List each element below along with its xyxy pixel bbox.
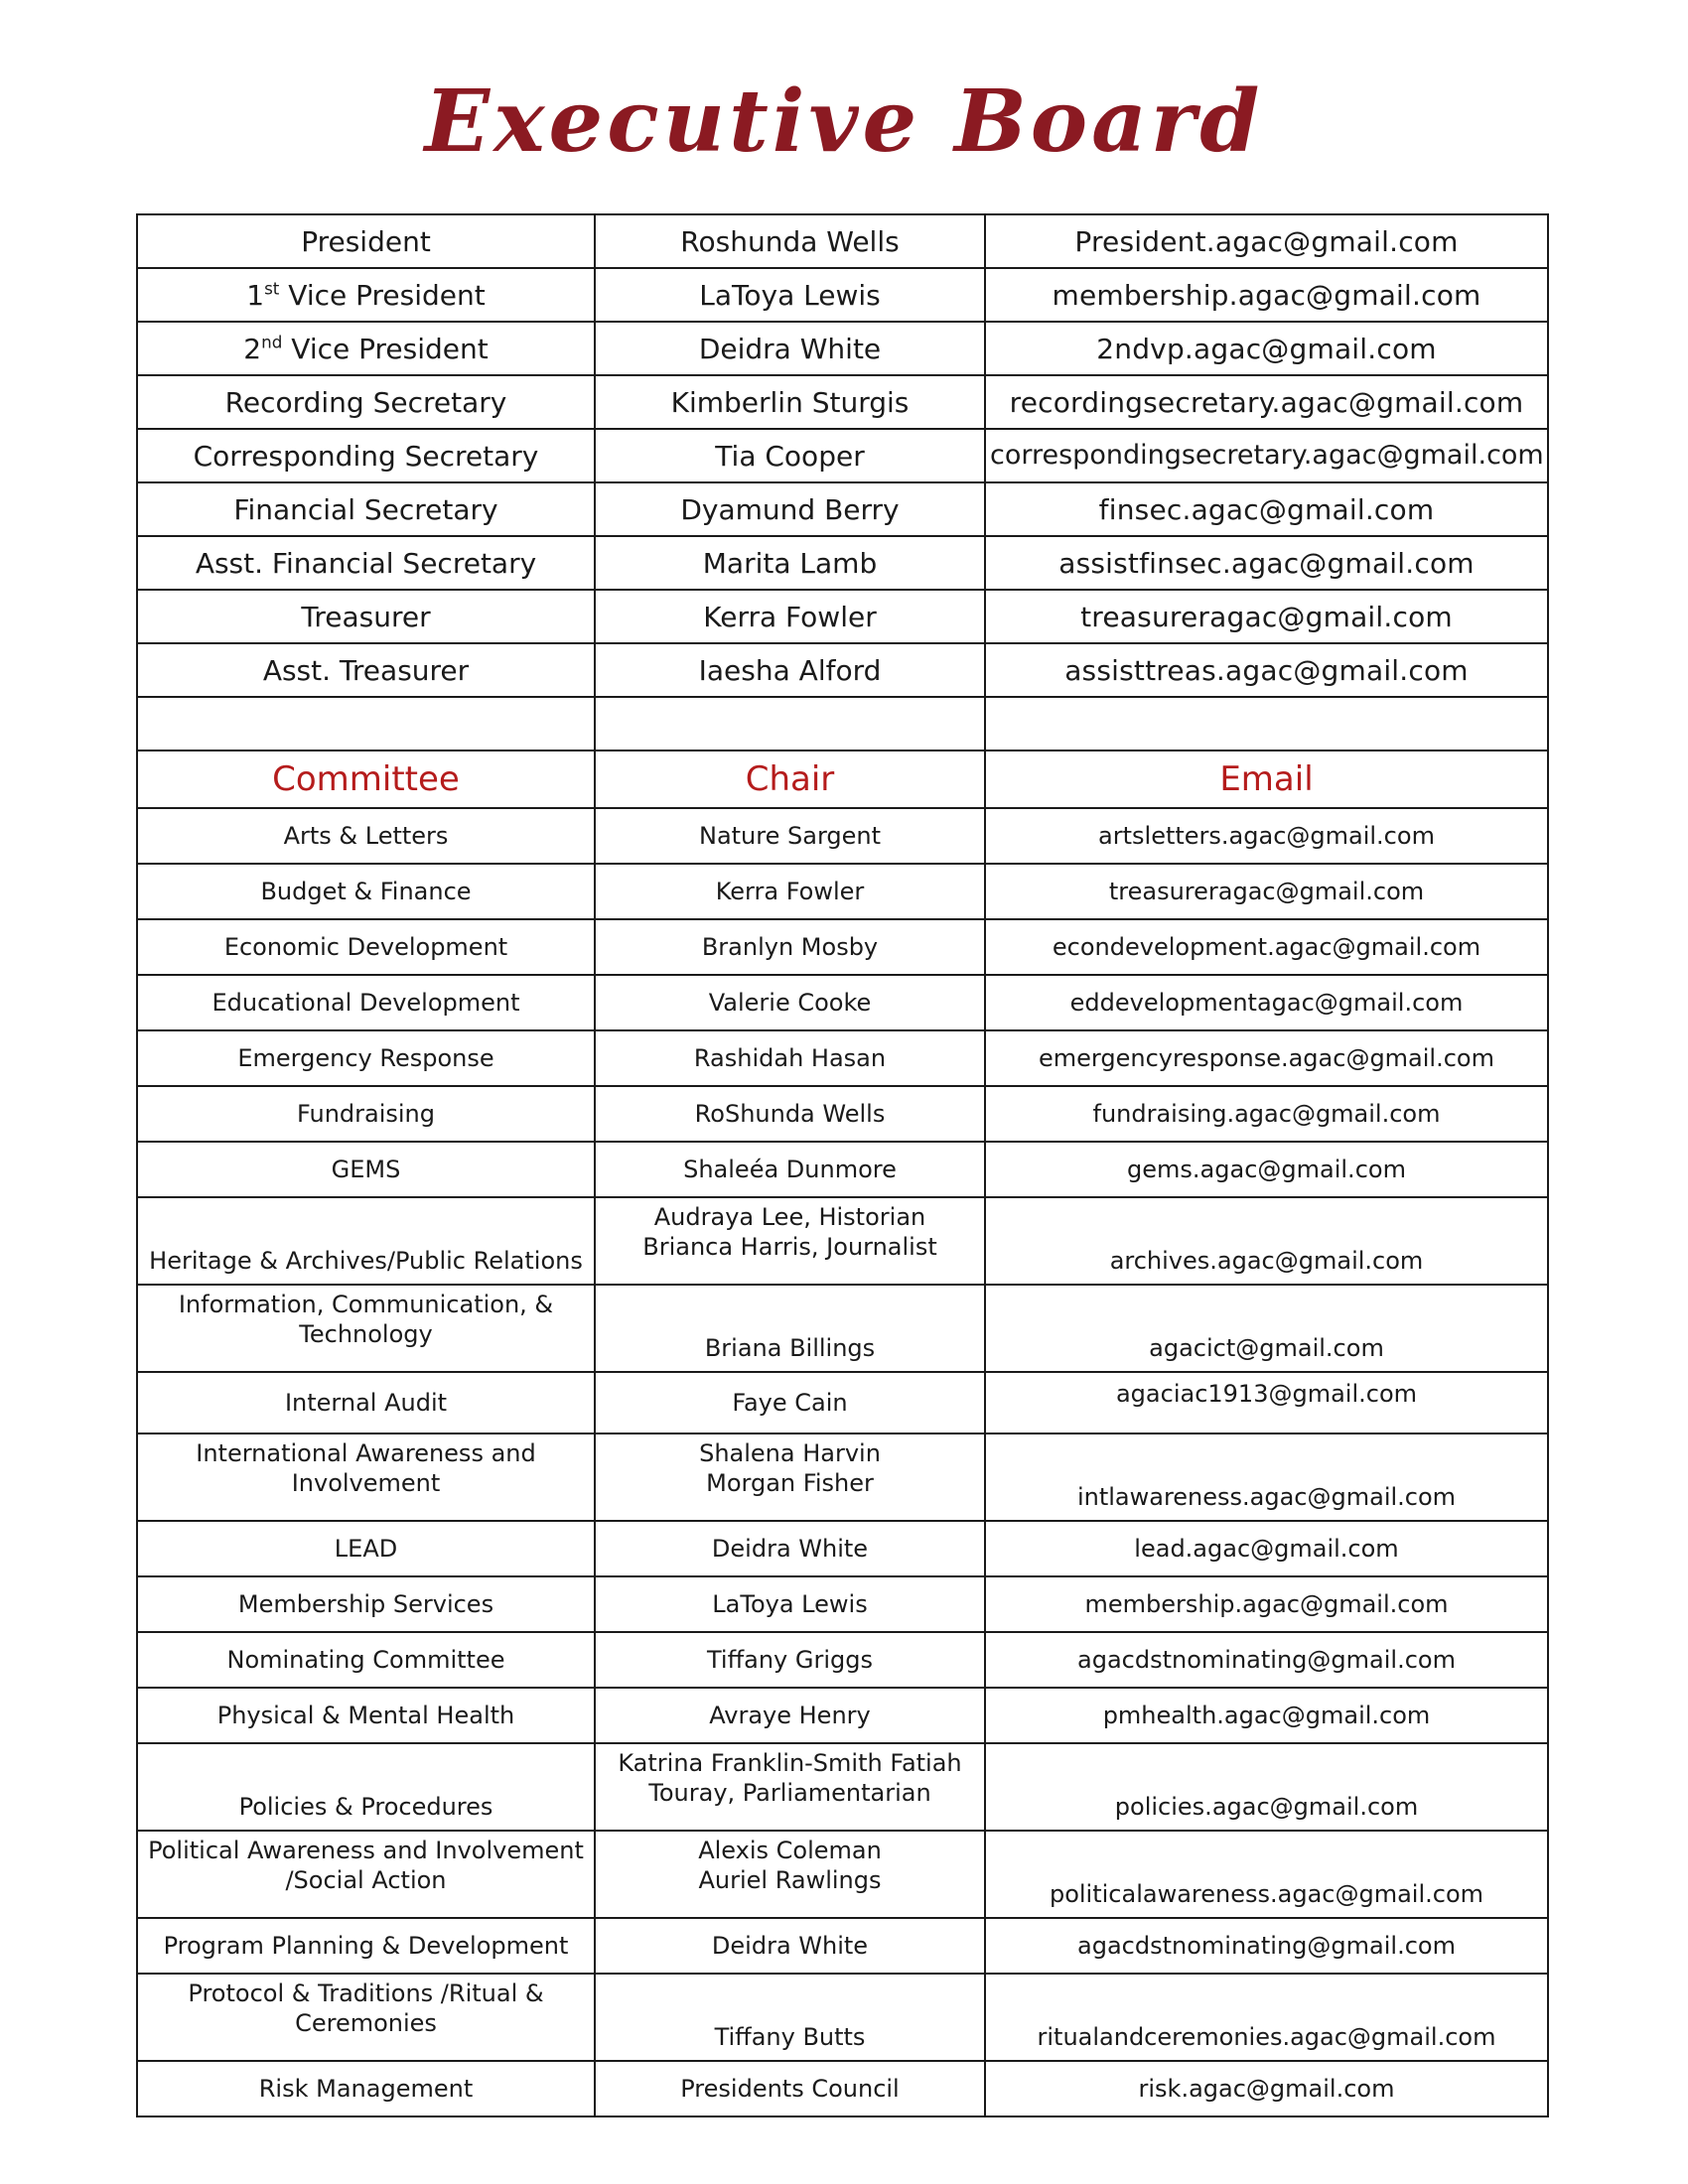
committee-chair: Faye Cain [595, 1372, 985, 1433]
committee-name: International Awareness and Involvement [137, 1433, 595, 1521]
committee-email[interactable]: lead.agac@gmail.com [985, 1521, 1548, 1576]
committee-name: Information, Communication, & Technology [137, 1285, 595, 1372]
committee-name: Educational Development [137, 975, 595, 1030]
officer-row [137, 590, 1548, 643]
officer-email[interactable]: recordingsecretary.agac@gmail.com [985, 375, 1548, 429]
officer-position: 1st Vice President [137, 268, 595, 322]
committee-email[interactable]: pmhealth.agac@gmail.com [985, 1688, 1548, 1743]
committee-email[interactable]: emergencyresponse.agac@gmail.com [985, 1030, 1548, 1086]
committee-email[interactable]: treasureragac@gmail.com [985, 864, 1548, 919]
officer-position: Asst. Financial Secretary [137, 536, 595, 590]
committee-chair: Kerra Fowler [595, 864, 985, 919]
committee-row [137, 1688, 1548, 1743]
committee-row [137, 1086, 1548, 1142]
officer-position: Treasurer [137, 590, 595, 643]
officer-name: Kimberlin Sturgis [595, 375, 985, 429]
officer-name: Marita Lamb [595, 536, 985, 590]
committee-row [137, 1142, 1548, 1197]
officer-name: Roshunda Wells [595, 214, 985, 268]
committee-chair: Presidents Council [595, 2061, 985, 2116]
officer-row [137, 536, 1548, 590]
officer-email[interactable]: 2ndvp.agac@gmail.com [985, 322, 1548, 375]
officer-name: Iaesha Alford [595, 643, 985, 697]
officer-row [137, 214, 1548, 268]
officer-name: Deidra White [595, 322, 985, 375]
officer-name: Tia Cooper [595, 429, 985, 482]
committee-name: Nominating Committee [137, 1632, 595, 1688]
committee-email[interactable]: agaciac1913@gmail.com [985, 1372, 1548, 1433]
committee-email[interactable]: gems.agac@gmail.com [985, 1142, 1548, 1197]
committee-name: Internal Audit [137, 1372, 595, 1433]
committee-name: GEMS [137, 1142, 595, 1197]
committee-email[interactable]: policies.agac@gmail.com [985, 1743, 1548, 1831]
committee-chair: Avraye Henry [595, 1688, 985, 1743]
officer-position: Recording Secretary [137, 375, 595, 429]
committee-name: Program Planning & Development [137, 1918, 595, 1974]
officer-name: Kerra Fowler [595, 590, 985, 643]
page-title: Executive Board [424, 71, 1264, 172]
committee-chair: Valerie Cooke [595, 975, 985, 1030]
officer-row [137, 322, 1548, 375]
executive-board-table [136, 213, 1549, 2117]
committee-column-header: Committee [137, 751, 595, 808]
committee-email[interactable]: risk.agac@gmail.com [985, 2061, 1548, 2116]
committee-chair: Deidra White [595, 1918, 985, 1974]
committee-chair: Briana Billings [595, 1285, 985, 1372]
committee-chair: Tiffany Butts [595, 1974, 985, 2061]
email-column-header: Email [985, 751, 1548, 808]
committee-name: Membership Services [137, 1576, 595, 1632]
officer-position: Corresponding Secretary [137, 429, 595, 482]
committee-email[interactable]: agacict@gmail.com [985, 1285, 1548, 1372]
committee-row [137, 1521, 1548, 1576]
committee-row [137, 1632, 1548, 1688]
committee-email[interactable]: fundraising.agac@gmail.com [985, 1086, 1548, 1142]
committee-row [137, 2061, 1548, 2116]
committee-header-row [137, 751, 1548, 808]
officer-email[interactable]: membership.agac@gmail.com [985, 268, 1548, 322]
committee-name: Heritage & Archives/Public Relations [137, 1197, 595, 1285]
committee-name: Political Awareness and Involvement /Social Action [137, 1831, 595, 1918]
committee-name: Emergency Response [137, 1030, 595, 1086]
committee-chair: Nature Sargent [595, 808, 985, 864]
committee-email[interactable]: archives.agac@gmail.com [985, 1197, 1548, 1285]
committee-row [137, 975, 1548, 1030]
committee-name: Risk Management [137, 2061, 595, 2116]
committee-chair: Audraya Lee, Historian Brianca Harris, Journalist [595, 1197, 985, 1285]
committee-email[interactable]: membership.agac@gmail.com [985, 1576, 1548, 1632]
committee-chair: Alexis Coleman Auriel Rawlings [595, 1831, 985, 1918]
officer-row [137, 268, 1548, 322]
committee-email[interactable]: econdevelopment.agac@gmail.com [985, 919, 1548, 975]
committee-chair: Rashidah Hasan [595, 1030, 985, 1086]
committee-chair: Shaleéa Dunmore [595, 1142, 985, 1197]
committee-chair: Katrina Franklin-Smith Fatiah Touray, Parliamentarian [595, 1743, 985, 1831]
officer-row [137, 482, 1548, 536]
committee-chair: Shalena Harvin Morgan Fisher [595, 1433, 985, 1521]
committee-row [137, 1030, 1548, 1086]
committee-email[interactable]: agacdstnominating@gmail.com [985, 1632, 1548, 1688]
officer-email[interactable]: assistfinsec.agac@gmail.com [985, 536, 1548, 590]
officer-name: LaToya Lewis [595, 268, 985, 322]
committee-name: LEAD [137, 1521, 595, 1576]
officer-email[interactable]: correspondingsecretary.agac@gmail.com [985, 429, 1548, 482]
committee-email[interactable]: eddevelopmentagac@gmail.com [985, 975, 1548, 1030]
officer-position: Financial Secretary [137, 482, 595, 536]
committee-chair: Tiffany Griggs [595, 1632, 985, 1688]
officer-email[interactable]: assisttreas.agac@gmail.com [985, 643, 1548, 697]
committee-name: Economic Development [137, 919, 595, 975]
officer-row [137, 643, 1548, 697]
committee-chair: RoShunda Wells [595, 1086, 985, 1142]
committee-name: Policies & Procedures [137, 1743, 595, 1831]
officer-position: 2nd Vice President [137, 322, 595, 375]
spacer-row [137, 697, 1548, 751]
committee-email[interactable]: ritualandceremonies.agac@gmail.com [985, 1974, 1548, 2061]
officer-email[interactable]: finsec.agac@gmail.com [985, 482, 1548, 536]
committee-email[interactable]: artsletters.agac@gmail.com [985, 808, 1548, 864]
committee-row [137, 1433, 1548, 1521]
chair-column-header: Chair [595, 751, 985, 808]
officer-position: President [137, 214, 595, 268]
officer-email[interactable]: President.agac@gmail.com [985, 214, 1548, 268]
officer-name: Dyamund Berry [595, 482, 985, 536]
committee-row [137, 919, 1548, 975]
committee-chair: Deidra White [595, 1521, 985, 1576]
officer-email[interactable]: treasureragac@gmail.com [985, 590, 1548, 643]
committee-row [137, 808, 1548, 864]
committee-name: Arts & Letters [137, 808, 595, 864]
committee-row [137, 1831, 1548, 1918]
committee-row [137, 1285, 1548, 1372]
committee-email[interactable]: politicalawareness.agac@gmail.com [985, 1831, 1548, 1918]
committee-email[interactable]: intlawareness.agac@gmail.com [985, 1433, 1548, 1521]
committee-row [137, 1576, 1548, 1632]
officer-row [137, 429, 1548, 482]
committee-name: Protocol & Traditions /Ritual & Ceremonies [137, 1974, 595, 2061]
committee-chair: Branlyn Mosby [595, 919, 985, 975]
committee-row [137, 1372, 1548, 1433]
committee-row [137, 1974, 1548, 2061]
committee-name: Budget & Finance [137, 864, 595, 919]
committee-chair: LaToya Lewis [595, 1576, 985, 1632]
committee-row [137, 1197, 1548, 1285]
committee-row [137, 864, 1548, 919]
committee-email[interactable]: agacdstnominating@gmail.com [985, 1918, 1548, 1974]
committee-row [137, 1743, 1548, 1831]
committee-row [137, 1918, 1548, 1974]
committee-name: Fundraising [137, 1086, 595, 1142]
officer-position: Asst. Treasurer [137, 643, 595, 697]
officer-row [137, 375, 1548, 429]
committee-name: Physical & Mental Health [137, 1688, 595, 1743]
